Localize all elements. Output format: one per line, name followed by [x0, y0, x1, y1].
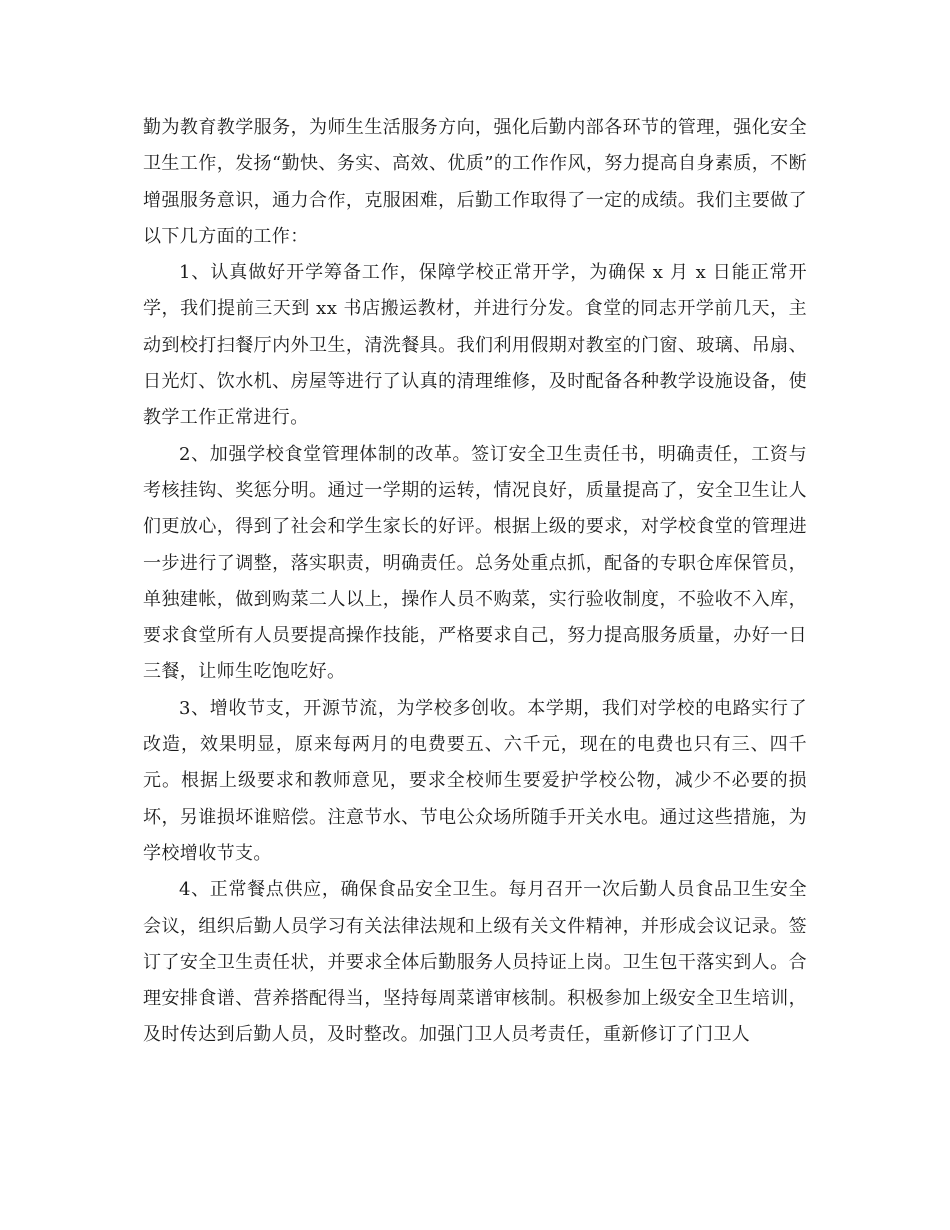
- paragraph-item-3: 3、增收节支，开源节流，为学校多创收。本学期，我们对学校的电路实行了改造，效果明显，原来每两月的电费要五、六千元，现在的电费也只有三、四千元。根据上级要求和教师意见，要求全校师生要爱护学校公物，减少不必要的损坏，另谁损坏谁赔偿。注意节水、节电公众场所随手开关水电。通过这些措施，为学校增收节支。: [143, 697, 807, 864]
- paragraph-item-1: 1、认真做好开学筹备工作，保障学校正常开学，为确保 x 月 x 日能正常开学，我们提前三天到 xx 书店搬运教材，并进行分发。食堂的同志开学前几天，主动到校打扫餐厅内外卫生，清洗餐具。我们利用假期对教室的门窗、玻璃、吊扇、日光灯、饮水机、房屋等进行了认真的清理维修，及时配备各种教学设施设备，使教学工作正常进行。: [143, 262, 807, 429]
- paragraph-item-2: 2、加强学校食堂管理体制的改革。签订安全卫生责任书，明确责任，工资与考核挂钩、奖惩分明。通过一学期的运转，情况良好，质量提高了，安全卫生让人们更放心，得到了社会和学生家长的好评。根据上级的要求，对学校食堂的管理进一步进行了调整，落实职责，明确责任。总务处重点抓，配备的专职仓库保管员，单独建帐，做到购菜二人以上，操作人员不购菜，实行验收制度，不验收不入库，要求食堂所有人员要提高操作技能，严格要求自己，努力提高服务质量，办好一日三餐，让师生吃饱吃好。: [143, 443, 807, 683]
- document-body: [143, 110, 807, 1054]
- paragraph-intro: 勤为教育教学服务，为师生生活服务方向，强化后勤内部各环节的管理，强化安全卫生工作，发扬“勤快、务实、高效、优质”的工作作风，努力提高自身素质，不断增强服务意识，通力合作，克服困难，后勤工作取得了一定的成绩。我们主要做了以下几方面的工作：: [143, 117, 807, 247]
- paragraph-item-4: 4、正常餐点供应，确保食品安全卫生。每月召开一次后勤人员食品卫生安全会议，组织后勤人员学习有关法律法规和上级有关文件精神，并形成会议记录。签订了安全卫生责任状，并要求全体后勤服务人员持证上岗。卫生包干落实到人。合理安排食谱、营养搭配得当，坚持每周菜谱审核制。积极参加上级安全卫生培训，及时传达到后勤人员，及时整改。加强门卫人员考责任，重新修订了门卫人: [143, 879, 807, 1046]
